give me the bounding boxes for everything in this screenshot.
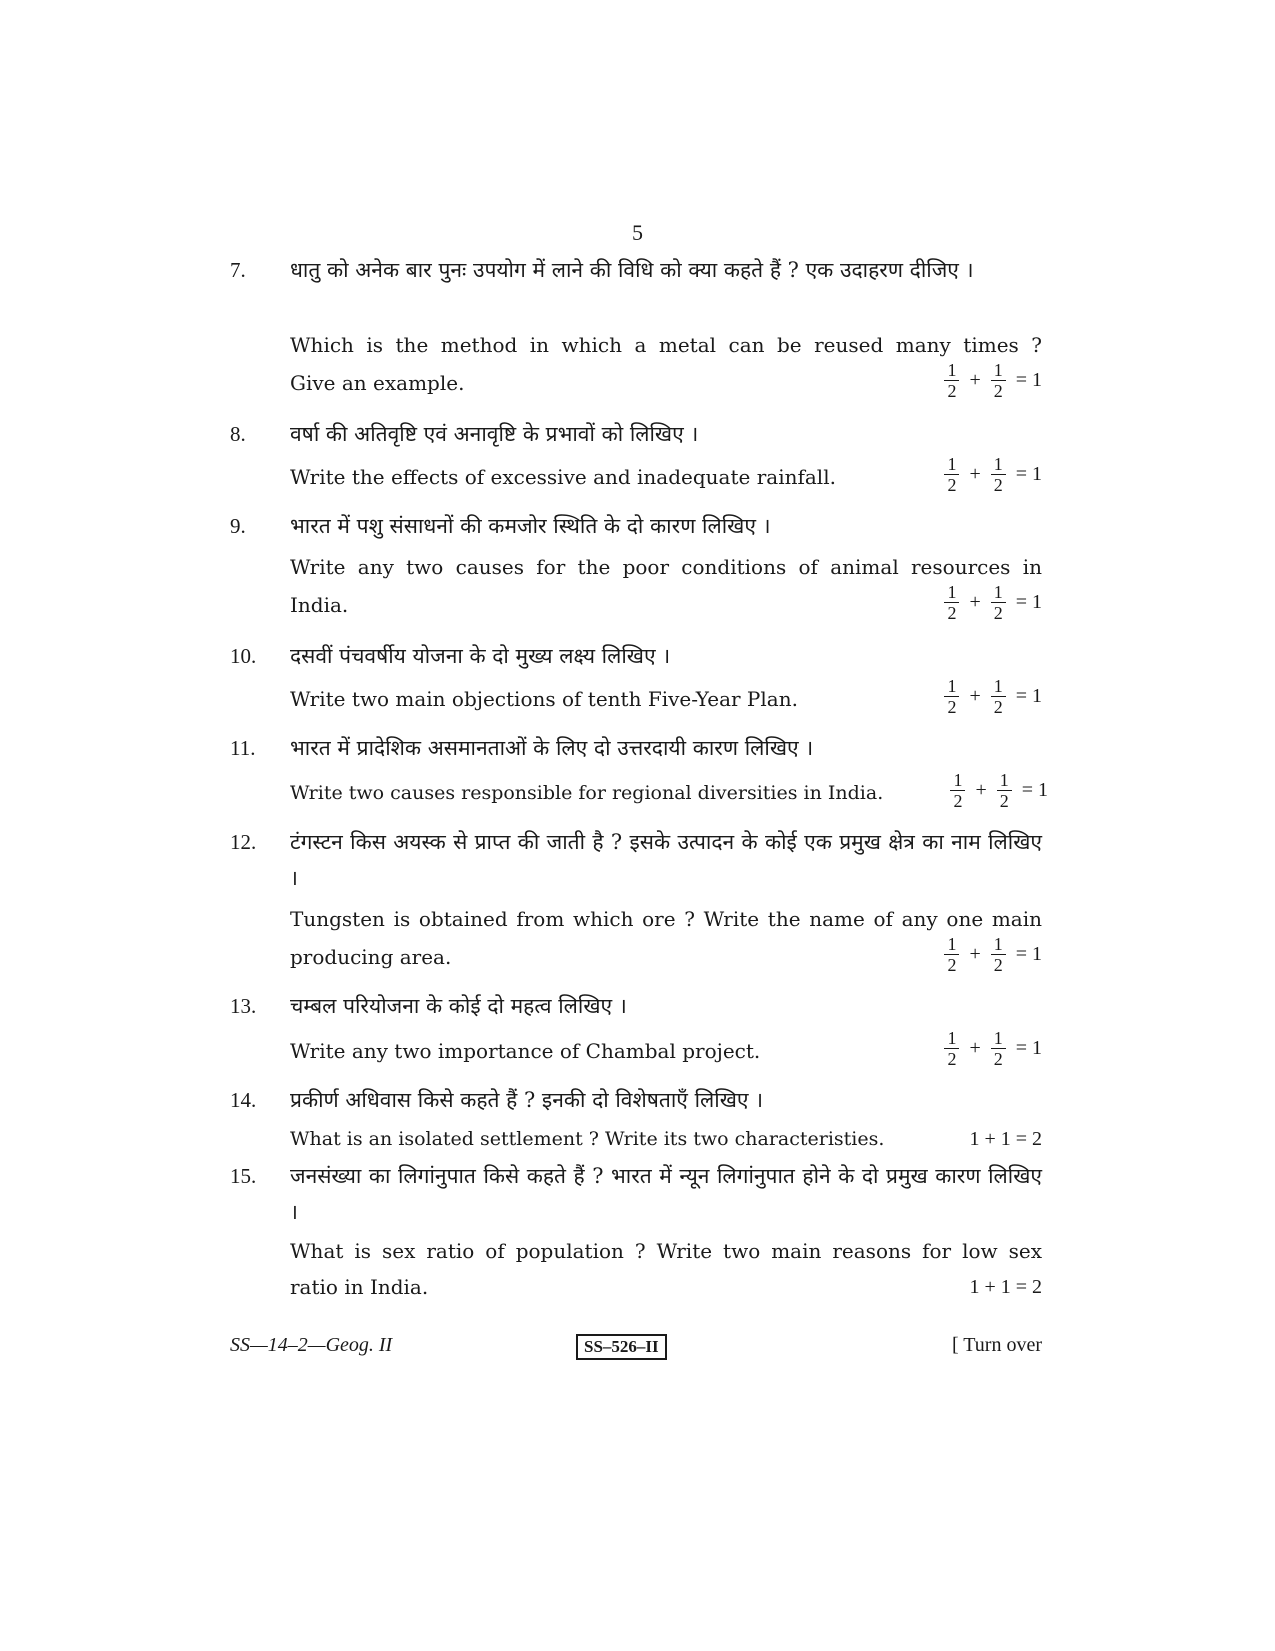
plus-sign: + <box>969 1037 981 1059</box>
marks-total: 1 + 1 = 2 <box>969 1128 1042 1150</box>
marks <box>944 1028 1042 1069</box>
question-english-line-1: Write the effects of excessive and inadequate rainfall. <box>290 465 836 489</box>
marks-total: = 1 <box>1015 463 1042 485</box>
plus-sign: + <box>969 943 981 965</box>
plus-sign: + <box>969 463 981 485</box>
question-number: 7. <box>230 258 246 282</box>
question-hindi-text: धातु को अनेक बार पुनः उपयोग में लाने की विधि को क्या कहते हैं ? एक उदाहरण दीजिए । <box>290 258 974 282</box>
marks-total: = 1 <box>1015 369 1042 391</box>
fraction-denominator: 2 <box>947 1049 957 1069</box>
question-12 <box>230 824 1042 975</box>
question-hindi-text: वर्षा की अतिवृष्टि एवं अनावृष्टि के प्रभावों को लिखिए । <box>290 422 699 446</box>
fraction <box>944 454 959 495</box>
fraction <box>991 676 1006 717</box>
fraction-denominator: 2 <box>993 955 1003 975</box>
fraction <box>991 934 1006 975</box>
fraction <box>991 1028 1006 1069</box>
question-english-line-2: Give an example. <box>290 371 465 395</box>
marks-total: 1 + 1 = 2 <box>969 1276 1042 1298</box>
marks <box>944 934 1042 975</box>
fraction-numerator: 1 <box>944 454 959 475</box>
question-8 <box>230 416 1042 495</box>
fraction-denominator: 2 <box>947 381 957 401</box>
fraction-denominator: 2 <box>953 791 963 811</box>
question-number: 9. <box>230 514 246 538</box>
question-hindi-text: प्रकीर्ण अधिवास किसे कहते हैं ? इनकी दो विशेषताएँ लिखिए । <box>290 1088 764 1112</box>
question-number: 12. <box>230 830 257 854</box>
fraction <box>944 934 959 975</box>
plus-sign: + <box>969 591 981 613</box>
fraction-numerator: 1 <box>991 582 1006 603</box>
question-number: 10. <box>230 644 257 668</box>
fraction <box>991 582 1006 623</box>
fraction <box>991 454 1006 495</box>
fraction-numerator: 1 <box>944 676 959 697</box>
question-english-line-1: Which is the method in which a metal can be reused many times ? <box>290 333 1042 357</box>
question-hindi-text: टंगस्टन किस अयस्क से प्राप्त की जाती है ? इसके उत्पादन के कोई एक प्रमुख क्षेत्र का नाम लिखिए । <box>290 830 1042 890</box>
marks-total: = 1 <box>1015 943 1042 965</box>
plus-sign: + <box>969 685 981 707</box>
footer-paper-code: SS—14–2—Geog. II <box>230 1334 393 1356</box>
fraction-denominator: 2 <box>999 791 1009 811</box>
fraction-denominator: 2 <box>993 1049 1003 1069</box>
fraction-denominator: 2 <box>947 697 957 717</box>
question-15 <box>230 1158 1042 1299</box>
fraction <box>950 770 965 811</box>
fraction <box>944 1028 959 1069</box>
fraction-numerator: 1 <box>991 676 1006 697</box>
question-english-line-2: producing area. <box>290 945 452 969</box>
fraction-denominator: 2 <box>947 603 957 623</box>
fraction-denominator: 2 <box>993 475 1003 495</box>
fraction <box>997 770 1012 811</box>
question-13 <box>230 988 1042 1069</box>
marks-total: = 1 <box>1021 779 1048 801</box>
fraction-numerator: 1 <box>991 360 1006 381</box>
question-hindi-text: चम्बल परियोजना के कोई दो महत्व लिखिए । <box>290 994 627 1018</box>
fraction-numerator: 1 <box>991 454 1006 475</box>
marks <box>969 1128 1042 1151</box>
question-10 <box>230 638 1042 717</box>
question-number: 11. <box>230 736 256 760</box>
fraction-denominator: 2 <box>993 603 1003 623</box>
fraction-denominator: 2 <box>993 381 1003 401</box>
question-hindi-text: दसवीं पंचवर्षीय योजना के दो मुख्य लक्ष्य लिखिए । <box>290 644 671 668</box>
marks-total: = 1 <box>1015 685 1042 707</box>
question-hindi-text: भारत में प्रादेशिक असमानताओं के लिए दो उत्तरदायी कारण लिखिए । <box>290 736 814 760</box>
marks <box>969 1276 1042 1299</box>
question-english-line-1: Write any two causes for the poor conditions of animal resources in <box>290 555 1042 579</box>
fraction <box>944 582 959 623</box>
question-9 <box>230 508 1042 623</box>
question-14 <box>230 1082 1042 1150</box>
fraction-numerator: 1 <box>944 1028 959 1049</box>
page-footer <box>230 1334 1042 1364</box>
plus-sign: + <box>975 779 987 801</box>
question-number: 14. <box>230 1088 257 1112</box>
fraction-numerator: 1 <box>991 1028 1006 1049</box>
footer-turn-over: [ Turn over <box>951 1334 1042 1356</box>
question-english-line-1: Write any two importance of Chambal project. <box>290 1039 761 1063</box>
fraction-numerator: 1 <box>997 770 1012 791</box>
question-11 <box>230 730 1048 811</box>
question-english-line-2: India. <box>290 593 349 617</box>
question-english-line-1: What is sex ratio of population ? Write two main reasons for low sex <box>290 1239 1042 1263</box>
fraction-denominator: 2 <box>947 475 957 495</box>
marks <box>944 582 1042 623</box>
marks-total: = 1 <box>1015 591 1042 613</box>
question-english-line-2: ratio in India. <box>290 1275 429 1299</box>
question-number: 8. <box>230 422 246 446</box>
question-english-line-1: Write two main objections of tenth Five-Year Plan. <box>290 687 798 711</box>
plus-sign: + <box>969 369 981 391</box>
marks <box>950 770 1048 811</box>
question-number: 13. <box>230 994 257 1018</box>
fraction-numerator: 1 <box>991 934 1006 955</box>
fraction-numerator: 1 <box>944 934 959 955</box>
page-number: 5 <box>632 220 643 245</box>
fraction-numerator: 1 <box>944 360 959 381</box>
footer-series-box: SS–526–II <box>576 1334 667 1360</box>
fraction <box>944 360 959 401</box>
marks <box>944 454 1042 495</box>
fraction-numerator: 1 <box>944 582 959 603</box>
question-hindi-text: भारत में पशु संसाधनों की कमजोर स्थिति के दो कारण लिखिए । <box>290 514 771 538</box>
question-7 <box>230 252 1042 401</box>
question-english-line-1: Write two causes responsible for regional diversities in India. <box>290 782 884 804</box>
fraction <box>991 360 1006 401</box>
fraction <box>944 676 959 717</box>
fraction-denominator: 2 <box>947 955 957 975</box>
fraction-denominator: 2 <box>993 697 1003 717</box>
question-english-line-1: Tungsten is obtained from which ore ? Write the name of any one main <box>290 907 1042 931</box>
question-english-line-1: What is an isolated settlement ? Write its two characteristies. <box>290 1128 885 1150</box>
question-hindi-text: जनसंख्या का लिगांनुपात किसे कहते हैं ? भारत में न्यून लिगांनुपात होने के दो प्रमुख कारण लिखिए । <box>290 1164 1042 1224</box>
marks <box>944 360 1042 401</box>
marks-total: = 1 <box>1015 1037 1042 1059</box>
fraction-numerator: 1 <box>950 770 965 791</box>
marks <box>944 676 1042 717</box>
question-number: 15. <box>230 1164 257 1188</box>
